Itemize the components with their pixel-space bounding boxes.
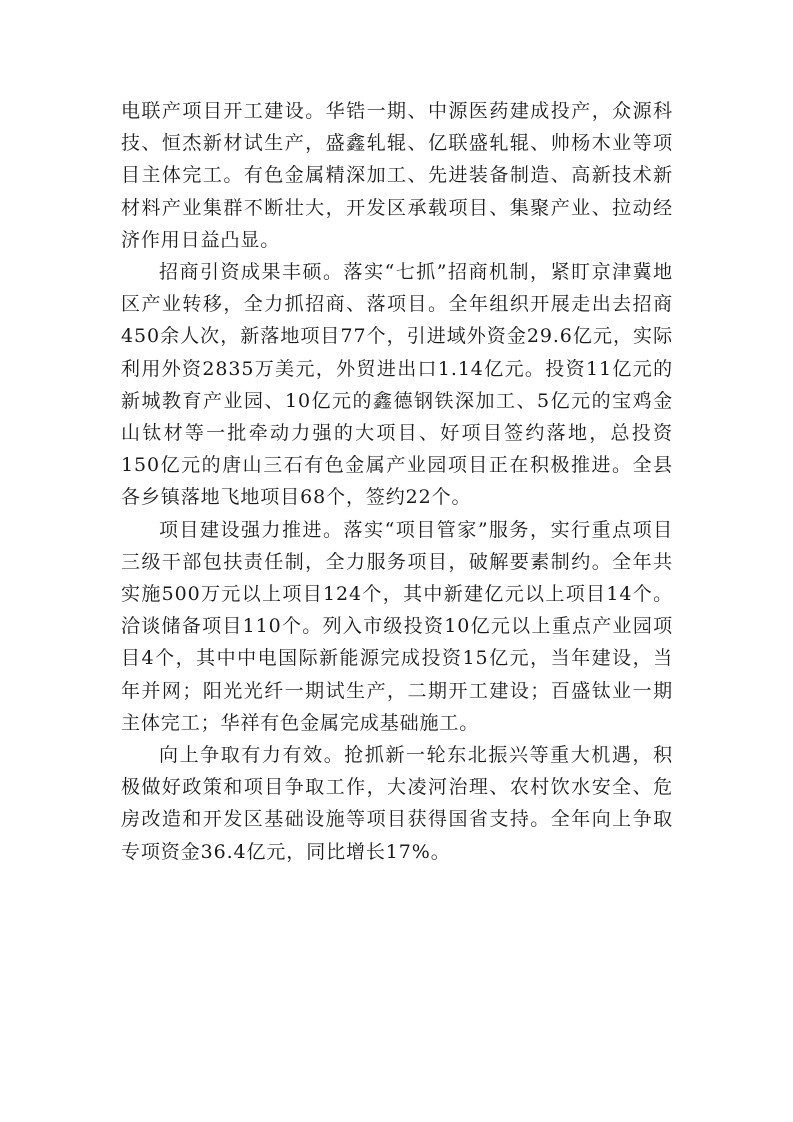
paragraph-funding-support: 向上争取有力有效。抢抓新一轮东北振兴等重大机遇，积极做好政策和项目争取工作，大凌河治理、农村饮水安全、危房改造和开发区基础设施等项目获得国省支持。全年向上争取专项资金36.4亿元，同比增长17%。 <box>121 744 673 863</box>
paragraph-investment-attraction: 招商引资成果丰硕。落实“七抓”招商机制，紧盯京津冀地区产业转移，全力抓招商、落项目。全年组织开展走出去招商450余人次，新落地项目77个，引进域外资金29.6亿元，实际利用外资2835万美元，外贸进出口1.14亿元。投资11亿元的新城教育产业园、10亿元的鑫德钢铁深加工、5亿元的宝鸡金山钛材等一批牵动力强的大项目、好项目签约落地，总投资150亿元的唐山三石有色金属产业园项目正在积极推进。全县各乡镇落地飞地项目68个，签约22个。 <box>121 261 673 509</box>
body-text <box>121 95 673 868</box>
paragraph-continuation: 电联产项目开工建设。华锆一期、中源医药建成投产，众源科技、恒杰新材试生产，盛鑫轧辊、亿联盛轧辊、帅杨木业等项目主体完工。有色金属精深加工、先进装备制造、高新技术新材料产业集群不断壮大，开发区承载项目、集聚产业、拉动经济作用日益凸显。 <box>121 100 673 251</box>
paragraph-project-construction: 项目建设强力推进。落实“项目管家”服务，实行重点项目三级干部包扶责任制，全力服务项目，破解要素制约。全年共实施500万元以上项目124个，其中新建亿元以上项目14个。洽谈储备项目110个。列入市级投资10亿元以上重点产业园项目4个，其中中电国际新能源完成投资15亿元，当年建设，当年并网；阳光光纤一期试生产，二期开工建设；百盛钛业一期主体完工；华祥有色金属完成基础施工。 <box>121 518 673 734</box>
